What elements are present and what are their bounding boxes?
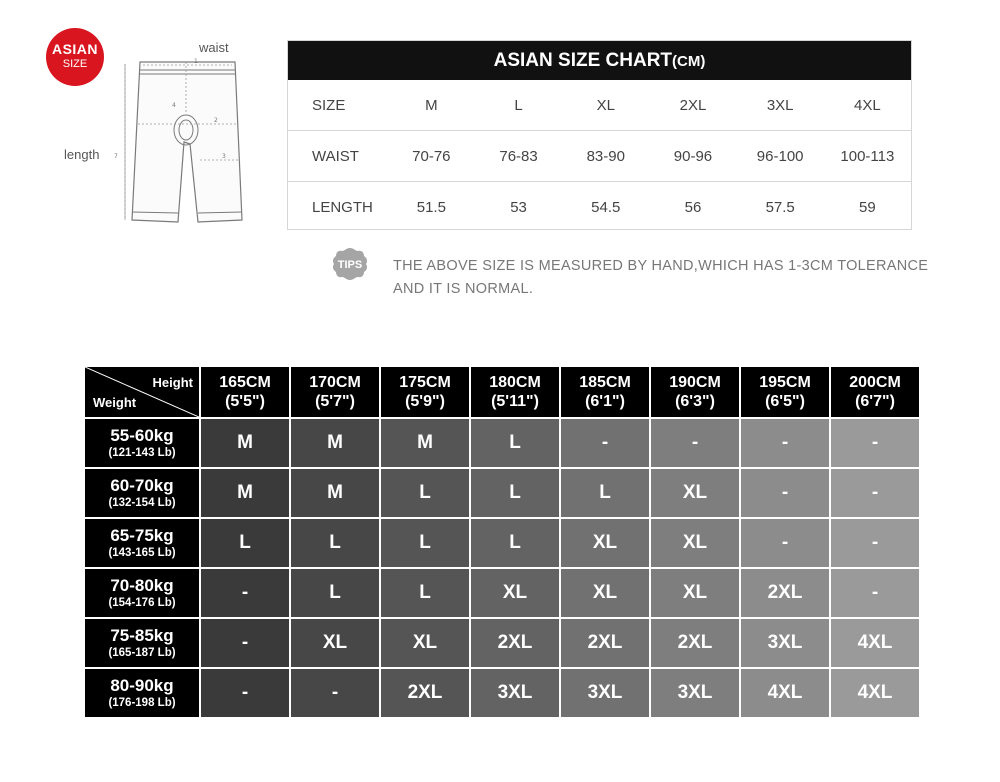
mark-2: 2 [214, 117, 218, 124]
size-cell: - [830, 418, 919, 468]
badge-line2: SIZE [62, 58, 88, 70]
weight-kg: 75-85kg [110, 626, 174, 645]
size-chart-cell: 96-100 [756, 147, 804, 165]
height-cm: 180CM [489, 374, 541, 391]
tips-badge-icon [330, 247, 370, 281]
size-cell: L [470, 418, 560, 468]
size-cell: XL [650, 568, 740, 618]
weight-lb: (154-176 Lb) [108, 597, 176, 609]
mark-7: 7 [114, 153, 118, 160]
weight-lb: (132-154 Lb) [108, 497, 176, 509]
height-ft: (6'5") [765, 393, 805, 410]
size-cell: XL [650, 468, 740, 518]
weight-kg: 60-70kg [110, 476, 174, 495]
size-chart-cell: L [514, 96, 523, 114]
table-row [85, 618, 919, 668]
table-row [85, 518, 919, 568]
height-cm: 175CM [399, 374, 451, 391]
size-chart-row-label: LENGTH [312, 198, 373, 216]
weight-kg: 80-90kg [110, 676, 174, 695]
size-chart-cell: 4XL [854, 96, 881, 114]
size-cell: 2XL [470, 618, 560, 668]
size-chart-cell: 70-76 [412, 147, 451, 165]
table-row [85, 568, 919, 618]
size-chart-row [288, 80, 911, 130]
size-chart-row-label: WAIST [312, 147, 359, 165]
size-chart-title-text: ASIAN SIZE CHART [493, 50, 673, 71]
size-chart-title-unit: (CM) [672, 53, 706, 70]
size-cell: 2XL [740, 568, 830, 618]
weight-row-header [85, 668, 200, 717]
size-cell: - [740, 468, 830, 518]
size-chart-cell: 83-90 [586, 147, 625, 165]
size-chart-cell: 54.5 [591, 198, 621, 216]
size-cell: - [200, 668, 290, 717]
weight-row-header [85, 618, 200, 668]
height-weight-size-table [85, 367, 919, 717]
size-cell: - [740, 418, 830, 468]
size-chart-cell: 57.5 [765, 198, 795, 216]
size-cell: L [470, 468, 560, 518]
height-column-header [740, 367, 830, 418]
size-cell: - [740, 518, 830, 568]
height-ft: (5'9") [405, 393, 445, 410]
weight-lb: (165-187 Lb) [108, 647, 176, 659]
size-cell: - [830, 568, 919, 618]
size-cell: XL [560, 568, 650, 618]
height-column-header [290, 367, 380, 418]
weight-row-header [85, 568, 200, 618]
size-cell: 3XL [560, 668, 650, 717]
size-cell: - [560, 418, 650, 468]
size-cell: M [290, 418, 380, 468]
height-ft: (5'11") [491, 393, 539, 410]
size-chart-row [288, 181, 911, 232]
height-cm: 185CM [579, 374, 631, 391]
size-chart-cell: XL [596, 96, 615, 114]
height-ft: (6'7") [855, 393, 895, 410]
badge-line1: ASIAN [51, 41, 99, 57]
weight-kg: 65-75kg [110, 526, 174, 545]
shorts-diagram-icon [110, 52, 250, 232]
corner-height-label: Height [152, 375, 193, 390]
size-cell: 2XL [560, 618, 650, 668]
height-column-header [200, 367, 290, 418]
size-cell: XL [290, 618, 380, 668]
size-chart-cell: 90-96 [673, 147, 713, 165]
size-cell: L [380, 568, 470, 618]
size-cell: XL [380, 618, 470, 668]
size-cell: M [200, 468, 290, 518]
size-chart-cell: 76-83 [499, 147, 538, 165]
height-column-header [380, 367, 470, 418]
weight-lb: (121-143 Lb) [108, 447, 176, 459]
size-chart-cell: 100-113 [840, 147, 895, 165]
size-cell: M [380, 418, 470, 468]
size-cell: XL [650, 518, 740, 568]
size-cell: L [470, 518, 560, 568]
tips-label: TIPS [337, 259, 363, 271]
height-column-header [470, 367, 560, 418]
height-column-header [650, 367, 740, 418]
height-cm: 200CM [849, 374, 901, 391]
waist-label: waist [199, 40, 229, 55]
asian-size-chart [287, 40, 912, 230]
corner-weight-label: Weight [93, 395, 137, 410]
height-cm: 170CM [309, 374, 361, 391]
length-label: length [64, 147, 100, 162]
height-ft: (6'3") [675, 393, 715, 410]
size-cell: - [200, 568, 290, 618]
height-cm: 195CM [759, 374, 811, 391]
weight-kg: 70-80kg [110, 576, 174, 595]
tips-text: THE ABOVE SIZE IS MEASURED BY HAND,WHICH HAS 1-3CM TOLERANCE AND IT IS NORMAL. [393, 258, 929, 297]
size-cell: - [830, 468, 919, 518]
size-chart-row [288, 130, 911, 181]
size-cell: M [200, 418, 290, 468]
size-cell: L [290, 518, 380, 568]
height-ft: (5'5") [225, 393, 265, 410]
size-cell: 3XL [740, 618, 830, 668]
size-cell: L [380, 518, 470, 568]
size-cell: - [290, 668, 380, 717]
weight-kg: 55-60kg [110, 426, 174, 445]
size-chart-cell: 53 [510, 198, 527, 216]
size-cell: 4XL [740, 668, 830, 717]
size-cell: 3XL [470, 668, 560, 717]
mark-1: 1 [194, 58, 198, 65]
size-cell: 3XL [650, 668, 740, 717]
size-cell: XL [560, 518, 650, 568]
size-chart-title [288, 41, 911, 80]
size-chart-row-label: SIZE [312, 96, 346, 114]
size-cell: M [290, 468, 380, 518]
size-cell: L [290, 568, 380, 618]
weight-row-header [85, 468, 200, 518]
weight-row-header [85, 518, 200, 568]
mark-3: 3 [222, 153, 226, 160]
size-cell: - [200, 618, 290, 668]
height-column-header [560, 367, 650, 418]
size-chart-cell: 51.5 [416, 198, 446, 216]
size-cell: 4XL [830, 618, 919, 668]
height-cm: 165CM [219, 374, 271, 391]
size-cell: 4XL [830, 668, 919, 717]
height-ft: (6'1") [585, 393, 625, 410]
size-cell: L [380, 468, 470, 518]
size-cell: - [650, 418, 740, 468]
weight-row-header [85, 418, 200, 468]
mark-4: 4 [172, 102, 176, 109]
height-cm: 190CM [669, 374, 721, 391]
asian-size-badge [46, 28, 104, 86]
size-cell: L [560, 468, 650, 518]
height-ft: (5'7") [315, 393, 355, 410]
size-chart-cell: 56 [684, 198, 702, 216]
table-row [85, 468, 919, 518]
size-chart-cell: 2XL [679, 96, 707, 114]
weight-lb: (143-165 Lb) [108, 547, 176, 559]
weight-lb: (176-198 Lb) [108, 697, 176, 709]
size-cell: - [830, 518, 919, 568]
size-cell: 2XL [650, 618, 740, 668]
size-chart-cell: 59 [859, 198, 876, 216]
height-column-header [830, 367, 919, 418]
size-cell: XL [470, 568, 560, 618]
size-chart-cell: 3XL [766, 96, 794, 114]
table-row [85, 668, 919, 717]
size-chart-cell: M [425, 96, 438, 114]
table-row [85, 418, 919, 468]
table-corner [85, 367, 200, 418]
size-cell: L [200, 518, 290, 568]
size-cell: 2XL [380, 668, 470, 717]
